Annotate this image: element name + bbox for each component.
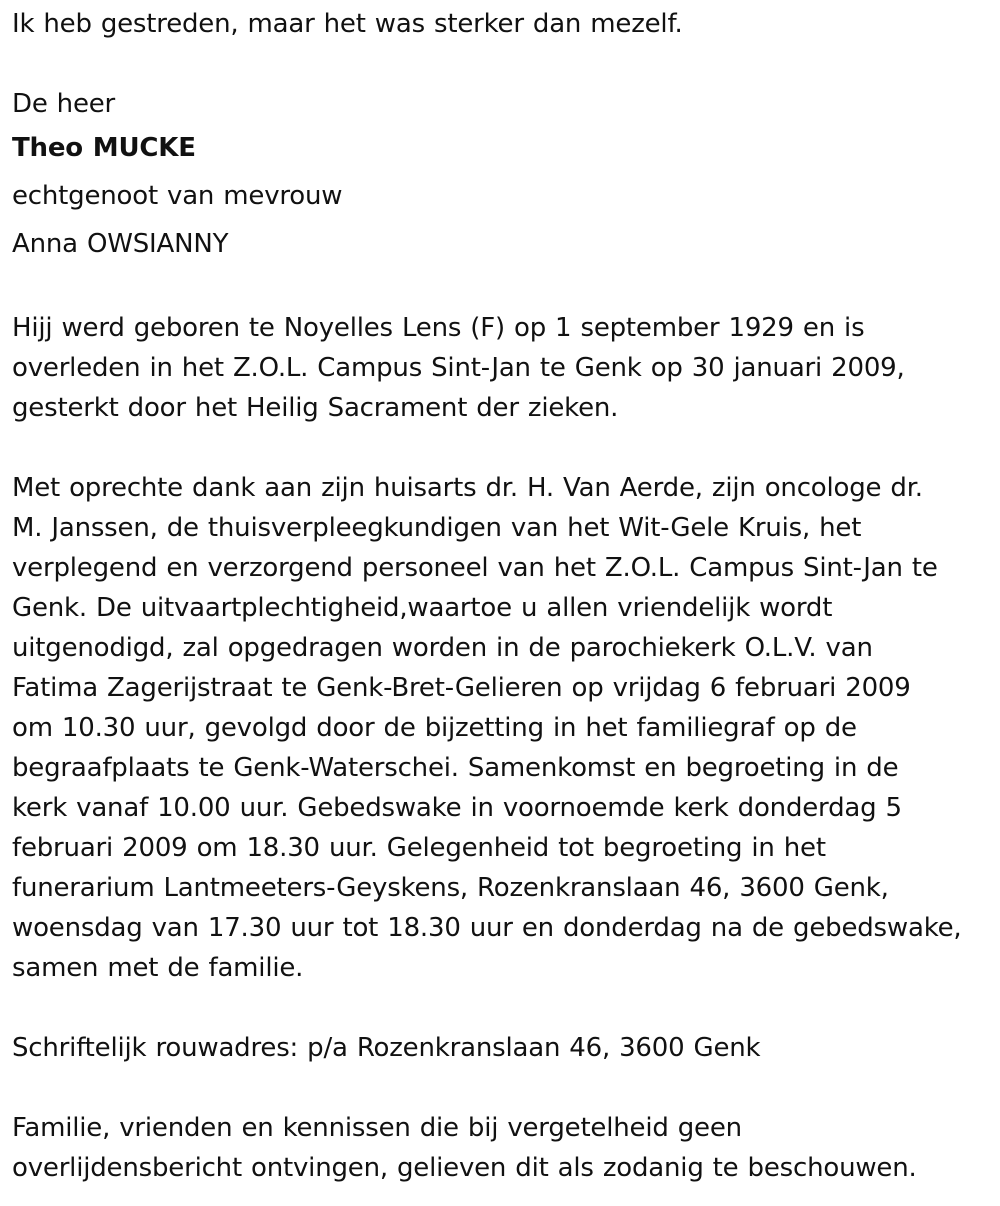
spacer [12, 44, 988, 84]
mourning-address: Schriftelijk rouwadres: p/a Rozenkranslaan 46, 3600 Genk [12, 1033, 761, 1063]
spacer [12, 1068, 988, 1108]
spacer [12, 428, 988, 468]
spouse-name: Anna OWSIANNY [12, 229, 229, 259]
spacer [12, 988, 988, 1028]
motto-text: Ik heb gestreden, maar het was sterker dan mezelf. [12, 9, 683, 39]
relation-text: echtgenoot van mevrouw [12, 181, 343, 211]
spacer [12, 268, 988, 308]
thanks-ceremony-paragraph: Met oprechte dank aan zijn huisarts dr. H. Van Aerde, zijn oncologe dr. M. Janssen, de thuisverpleegkundigen van het Wit-Gele Kruis, het verplegend en verzorgend personeel van het Z.O.L. Campus Sint-Jan te Genk. De uitvaartplechtigheid,waartoe u allen vriendelijk wordt uitgenodigd, zal opgedragen worden in de parochiekerk O.L.V. van Fatima Zagerijstraat te Genk-Bret-Gelieren op vrijdag 6 februari 2009 om 10.30 uur, gevolgd door de bijzetting in het familiegraf op de begraafplaats te Genk-Waterschei. Samenkomst en begroeting in de kerk vanaf 10.00 uur. Gebedswake in voornoemde kerk donderdag 5 februari 2009 om 18.30 uur. Gelegenheid tot begroeting in het funerarium Lantmeeters-Geyskens, Rozenkranslaan 46, 3600 Genk, woensdag van 17.30 uur tot 18.30 uur en donderdag na de gebedswake, samen met de familie. [12, 473, 962, 983]
deceased-name: Theo MUCKE [12, 133, 196, 163]
salutation-text: De heer [12, 89, 116, 119]
birth-death-paragraph: Hijj werd geboren te Noyelles Lens (F) op 1 september 1929 en is overleden in het Z.O.L. Campus Sint-Jan te Genk op 30 januari 2009, gesterkt door het Heilig Sacrament der zieken. [12, 313, 905, 423]
closing-note: Familie, vrienden en kennissen die bij vergetelheid geen overlijdensbericht ontvingen, gelieven dit als zodanig te beschouwen. [12, 1113, 917, 1183]
